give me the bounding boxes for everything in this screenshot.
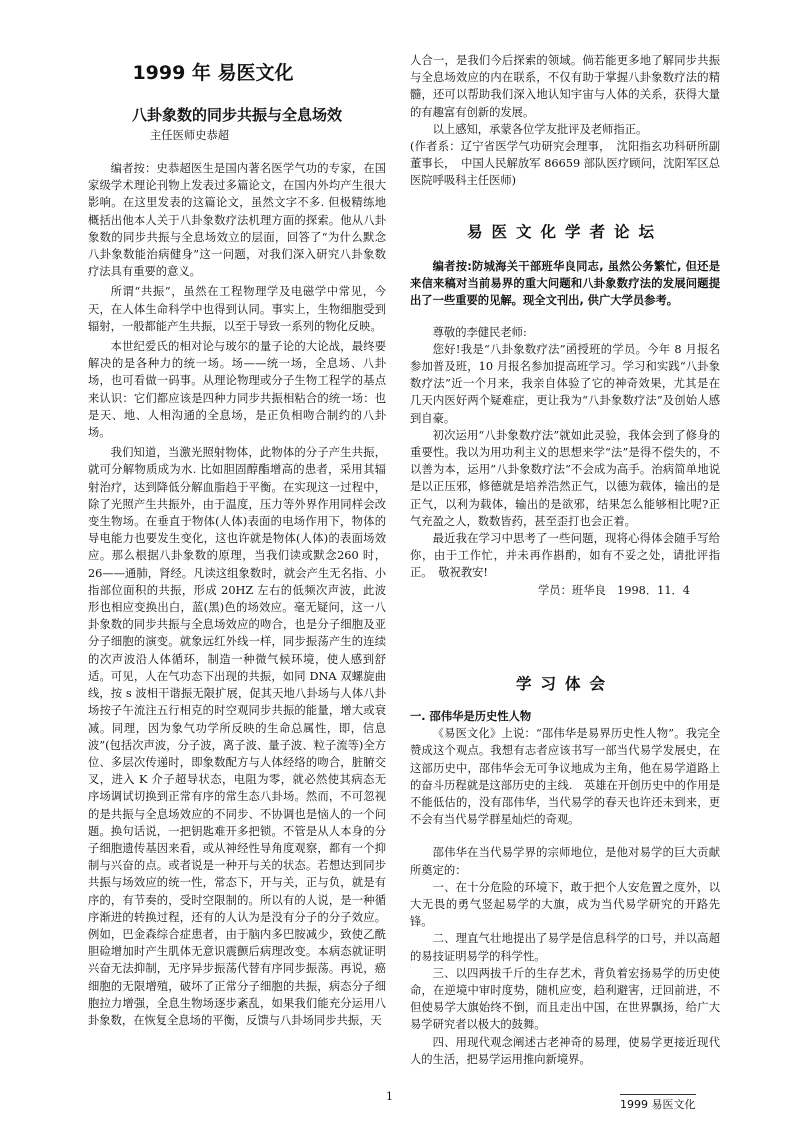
author-bio: (作者系：辽宁省医学气功研究会理事， 沈阳指玄功科研所副董事长， 中国人民解放军 86659 部队医疗顾问，沈阳军区总医院呼吸科主任医师) [410, 140, 720, 188]
article-paragraph: 我们知道，当激光照射物体，此物体的分子产生共振，就可分解物质成为水. 比如胆固醇酯增高的患者，采用其辐射治疗，达到降低分解血脂趋于平衡。在实现这一过程中，除了光照产生共振外，由于温度，压力等外界作用同样会改变生物场。在垂直于物体(人体)表面的电场作用下，物体的导电能力也要发生变化，这也许就是物体(人体)的表面场效应。那么根据八卦象数的原理，当我们读或默念260 时，26——通肺，肾经。凡读这组象数时，就会产生无名指、小指部位面积的共振，形成 20HZ 左右的低频次声波，此波形也相应变换出白，蓝(黑)色的场效应。毫无疑问，这一八卦象数的同步共振与全息场效应的吻合，也是分子细胞及亚分子细胞的演变。就象远红外线一样，同步振荡产生的连续的次声波沿人体循环，制造一种微气候环境，使人感到舒适。可见，人在气功态下出现的共振，如同 DNA 双螺旋曲线，按 s 波相干谐振无限扩展，促其天地八卦场与人体八卦场按子午流注五行相克的时空观同步共振的能量，增大或衰减。同理，因为象气功学所反映的生命总属性，即，信息波”(包括次声波，分子波，离子波、量子波、粒子流等)全方位、多层次传递时，即象数配方与人体经络的吻合，脏腑交叉，进入 K 介子超导状态，电阻为零，就必然使其病态无序场调试切换到正常有序的常生态八卦场。然而，不可忽视的是共振与全息场效应的不同步、不协调也是恼人的一个问题。换句话说，一把钥匙难开多把锁。不管是从人本身的分子细胞遗传基因来看，或从神经性导角度观察，都有一个抑制与兴奋的点。或者说是一种开与关的状态。若想达到同步共振与场效应的统一性，常态下，开与关，正与负，就是有序的，有节奏的，受时空限制的。所以有的人说，是一种循序渐进的转换过程，还有的人认为是没有分子的分子效应。例如，巴金森综合症患者，由于脑内多巴胺减少，致使乙酰胆硷增加时产生肌体无意识震颤后病理改变。本病态就证明兴奋无法抑制，无序异步振荡代替有序同步振荡。再说，癌细胞的无限增殖，破坏了正常分子细胞的共振，病态分子细胞拉力增强，全息生物场逐步紊乱，如果我们能充分运用八卦象数，在恢复全息场的平衡，反馈与八卦场同步共振，天 [88, 446, 386, 1027]
letter-paragraph: 初次运用“八卦象数疗法”就如此灵验，我体会到了修身的重要性。我以为用功利主义的思想来学“法”是得不偿失的，不以善为本，运用“八卦象数疗法”不会成为高手。治病简单地说是以正压邪，修德就是培养浩然正气，以德为载体，输出的是正气，以利为载体，输出的是欲邪，结果怎么能够相比呢?正气充盈之人，数数皆药，甚至歪打也会正着。 [410, 428, 720, 528]
study-section [410, 708, 720, 1068]
article-paragraph: 本世纪爱氏的相对论与玻尔的量子论的大论战，最终要解决的是各种力的统一场。场——统一场，全息场、八卦场，也可看做一码事。从理论物理或分子生物工程学的基点来认识：它们都应该是四种力同步共振相粘合的统一场：也是天、地、人相沟通的全息场，是正负相吻合制约的八卦场。 [88, 340, 386, 440]
study-paragraph: 《易医文化》上说：“邵伟华是易界历史性人物”。我完全赞成这个观点。我想有志者应该书写一部当代易学发展史，在这部历史中，邵伟华会无可争议地成为主角，他在易学道路上的奋斗历程就是这部历史的主线. 英雄在开创历史中的作用是不能低估的，没有邵伟华，当代易学的春天也许还未到来，更不会有当代易学群星灿烂的奇观。 [410, 727, 720, 827]
study-list-item: 四、用现代观念阐述古老神奇的易理，使易学更接近现代人的生活，把易学运用推向新境界。 [410, 1035, 720, 1066]
article-paragraph: 所谓“共振”，虽然在工程物理学及电磁学中常见，今天，在人体生命科学中也得到认同。事实上，生物细胞受到辐射，一般都能产生共振，以至于导致一系列的物化反映。 [88, 285, 386, 333]
study-list-item: 二、理直气壮地提出了易学是信息科学的口号，并以高超的易技证明易学的科学性。 [410, 932, 720, 963]
article-right-column [410, 52, 720, 190]
letter-paragraph: 最近我在学习中思考了一些问题，现将心得体会随手写给你，由于工作忙，并未再作斟酌，如有不妥之处，请批评指正。 敬祝教安! [410, 532, 720, 580]
article-title: 八卦象数的同步共振与全息场效 [131, 106, 342, 124]
letter-paragraph: 您好!我是“八卦象数疗法”函授班的学员。今年 8 月报名参加普及班，10 月报名参加提高班学习。学习和实践“八卦象数疗法”近一个月来，我亲自体验了它的神奇效果，尤其是在几天内医好两个疑难症，更让我为“八卦象数疗法”及创始人感到自豪。 [410, 342, 720, 425]
article-author: 主任医师史恭超 [150, 129, 230, 142]
forum-section [410, 258, 720, 599]
editor-note-paragraph: 编者按：史恭超医生是国内著名医学气功的专家，在国家级学术理论刊物上发表过多篇论文，在国内外均产生很大影响。在这里发表的这篇论文，虽然文字不多. 但极精练地概括出他本人关于八卦象数疗法机理方面的探索。他从八卦象数的同步共振与全息场效立的层面，回答了“为什么默念八卦象数能治病健身”这一问题，对我们深入研究八卦象数疗法具有重要的意义。 [88, 162, 386, 279]
forum-heading: 易医文化学者论坛 [466, 223, 663, 241]
issue-title: 1999 年 易医文化 [132, 62, 294, 84]
article-paragraph: 以上感知，承蒙各位学友批评及老师指正。 [432, 122, 648, 136]
study-heading: 学习体会 [515, 675, 614, 693]
page-number: 1 [386, 1090, 393, 1103]
article-paragraph: 人合一，是我们今后探索的领域。倘若能更多地了解同步共振与全息场效应的内在联系，不仅有助于掌握八卦象数疗法的精髓，还可以帮助我们深入地认知宇宙与人体的关系，获得大量的有趣富有创新的发展。 [410, 54, 720, 119]
letter-salutation: 尊敬的李健民老师: [432, 325, 527, 339]
study-paragraph: 邵伟华在当代易学界的宗师地位，是他对易学的巨大贡献所奠定的： [410, 846, 720, 877]
study-subheading: 一. 邵伟华是历史性人物 [410, 710, 532, 723]
footer-brand: 1999 易医文化 [620, 1094, 696, 1112]
study-list-item: 一、在十分危险的环境下，敢于把个人安危置之度外，以大无畏的勇气竖起易学的大旗，成为当代易学研究的开路先锋。 [410, 880, 720, 929]
forum-editor-note: 编者按:防城海关干部班华良同志, 虽然公务繁忙, 但还是来信来稿对当前易界的重大问题和八卦象数疗法的发展问题提出了一些重要的见解。现全文刊出, 供广大学员参考。 [410, 260, 720, 308]
article-left-column [88, 160, 386, 1029]
study-list-item: 三、以四两拔千斤的生存艺术，背负着宏扬易学的历史使命，在逆境中审时度势，随机应变，趋利避害，迂回前进，不但使易学大旗始终不倒，而且走出中国，在世界飘扬，给广大易学研究者以极大的鼓舞。 [410, 966, 720, 1032]
letter-signature: 学员：班华良 1998．11．4 [538, 583, 690, 597]
